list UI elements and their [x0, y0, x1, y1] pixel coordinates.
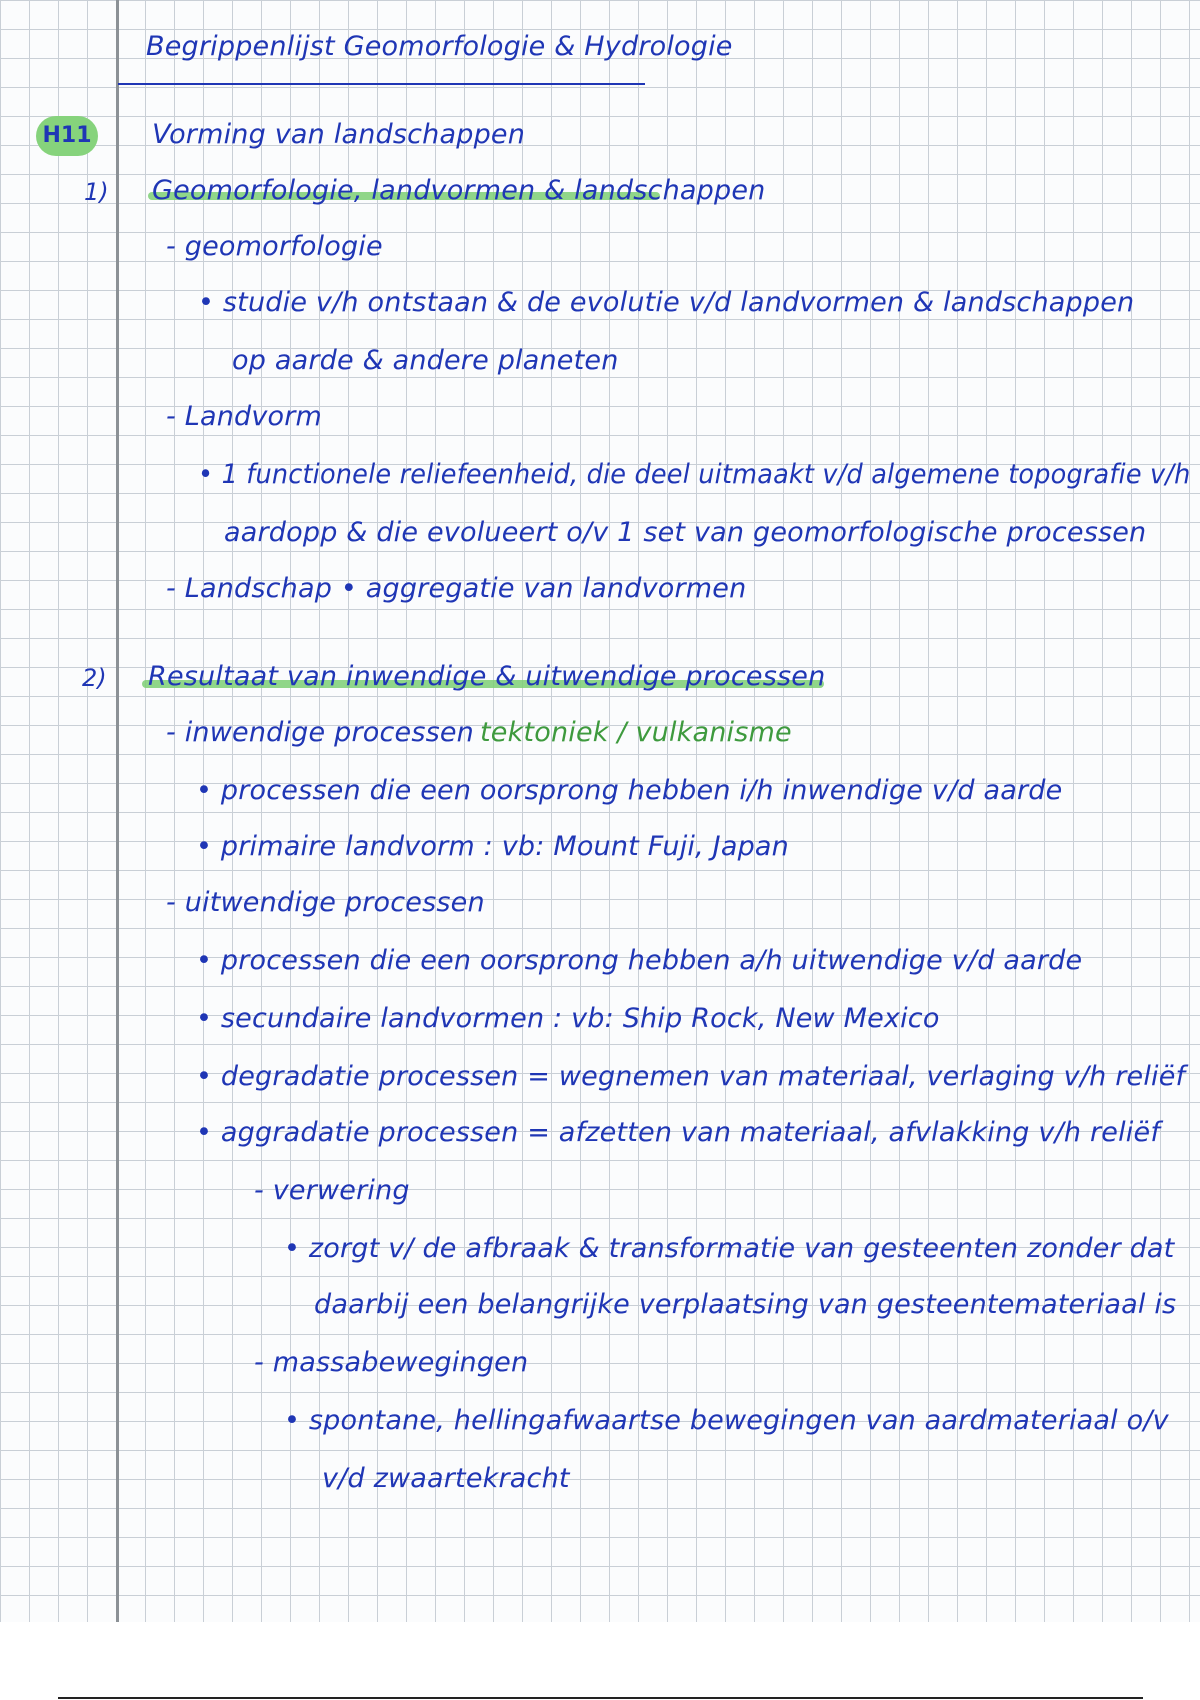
margin-line	[116, 0, 119, 1622]
line-geomorfologie: - geomorfologie	[166, 231, 383, 262]
line-massabewegingen: - massabewegingen	[254, 1347, 529, 1378]
line-uitwendige-processen: - uitwendige processen	[166, 887, 485, 918]
line-landvorm-def-cont: aardopp & die evolueert o/v 1 set van geomorfologische processen	[224, 517, 1147, 548]
chapter-badge: H11	[36, 116, 98, 156]
section-1-heading: Geomorfologie, landvormen & landschappen	[152, 175, 766, 206]
line-massabewegingen-def: • spontane, hellingafwaartse bewegingen van aardmateriaal o/v	[284, 1405, 1169, 1436]
page-title: Begrippenlijst Geomorfologie & Hydrologie	[146, 31, 733, 62]
line-landschap: - Landschap • aggregatie van landvormen	[166, 573, 747, 604]
line-verwering-def-cont: daarbij een belangrijke verplaatsing van gesteentemateriaal is	[314, 1289, 1177, 1320]
title-underline	[118, 83, 645, 85]
line-geomorfologie-def: • studie v/h ontstaan & de evolutie v/d landvormen & landschappen	[198, 287, 1135, 318]
line-secundaire-landvormen: • secundaire landvormen : vb: Ship Rock, New Mexico	[196, 1003, 940, 1034]
note-tektoniek-vulkanisme: tektoniek / vulkanisme	[480, 717, 792, 748]
section-2-heading: Resultaat van inwendige & uitwendige processen	[148, 661, 826, 692]
line-massabewegingen-def-cont: v/d zwaartekracht	[322, 1463, 570, 1494]
line-degradatie: • degradatie processen = wegnemen van materiaal, verlaging v/h reliëf	[196, 1061, 1186, 1092]
line-inwendig-def: • processen die een oorsprong hebben i/h inwendige v/d aarde	[196, 775, 1063, 806]
chapter-heading: Vorming van landschappen	[152, 119, 526, 150]
line-primaire-landvorm: • primaire landvorm : vb: Mount Fuji, Japan	[196, 831, 789, 862]
line-inwendige-processen: - inwendige processen	[166, 717, 474, 748]
line-landvorm-def: • 1 functionele reliefeenheid, die deel uitmaakt v/d algemene topografie v/h	[198, 459, 1191, 490]
line-aggradatie: • aggradatie processen = afzetten van materiaal, afvlakking v/h reliëf	[196, 1117, 1161, 1148]
line-uitwendig-def: • processen die een oorsprong hebben a/h uitwendige v/d aarde	[196, 945, 1083, 976]
line-landvorm: - Landvorm	[166, 401, 323, 432]
line-verwering-def: • zorgt v/ de afbraak & transformatie van gesteenten zonder dat	[284, 1233, 1175, 1264]
line-verwering: - verwering	[254, 1175, 410, 1206]
section-2-number: 2)	[82, 664, 107, 692]
section-1-number: 1)	[84, 178, 109, 206]
bottom-rule	[58, 1697, 1143, 1699]
line-geomorfologie-def-cont: op aarde & andere planeten	[232, 345, 619, 376]
